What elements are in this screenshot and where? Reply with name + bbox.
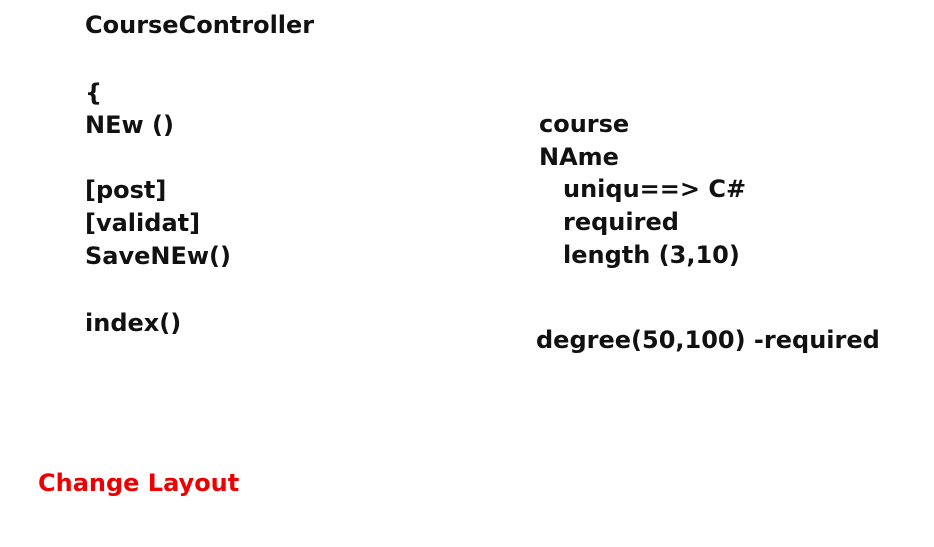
change-layout-note: Change Layout	[38, 469, 240, 497]
field-name: NAme	[539, 143, 619, 171]
controller-title: CourseController	[85, 11, 315, 39]
degree-rule: degree(50,100) -required	[536, 326, 880, 354]
action-save-new: SaveNEw()	[85, 242, 231, 270]
attribute-post: [post]	[85, 176, 167, 204]
rule-length: length (3,10)	[563, 241, 740, 269]
action-new: NEw ()	[85, 111, 174, 139]
model-name: course	[539, 110, 630, 138]
attribute-validate: [validat]	[85, 209, 201, 237]
rule-unique: uniqu==> C#	[563, 175, 747, 203]
action-index: index()	[85, 309, 182, 337]
open-brace: {	[85, 79, 103, 107]
rule-required: required	[563, 208, 679, 236]
